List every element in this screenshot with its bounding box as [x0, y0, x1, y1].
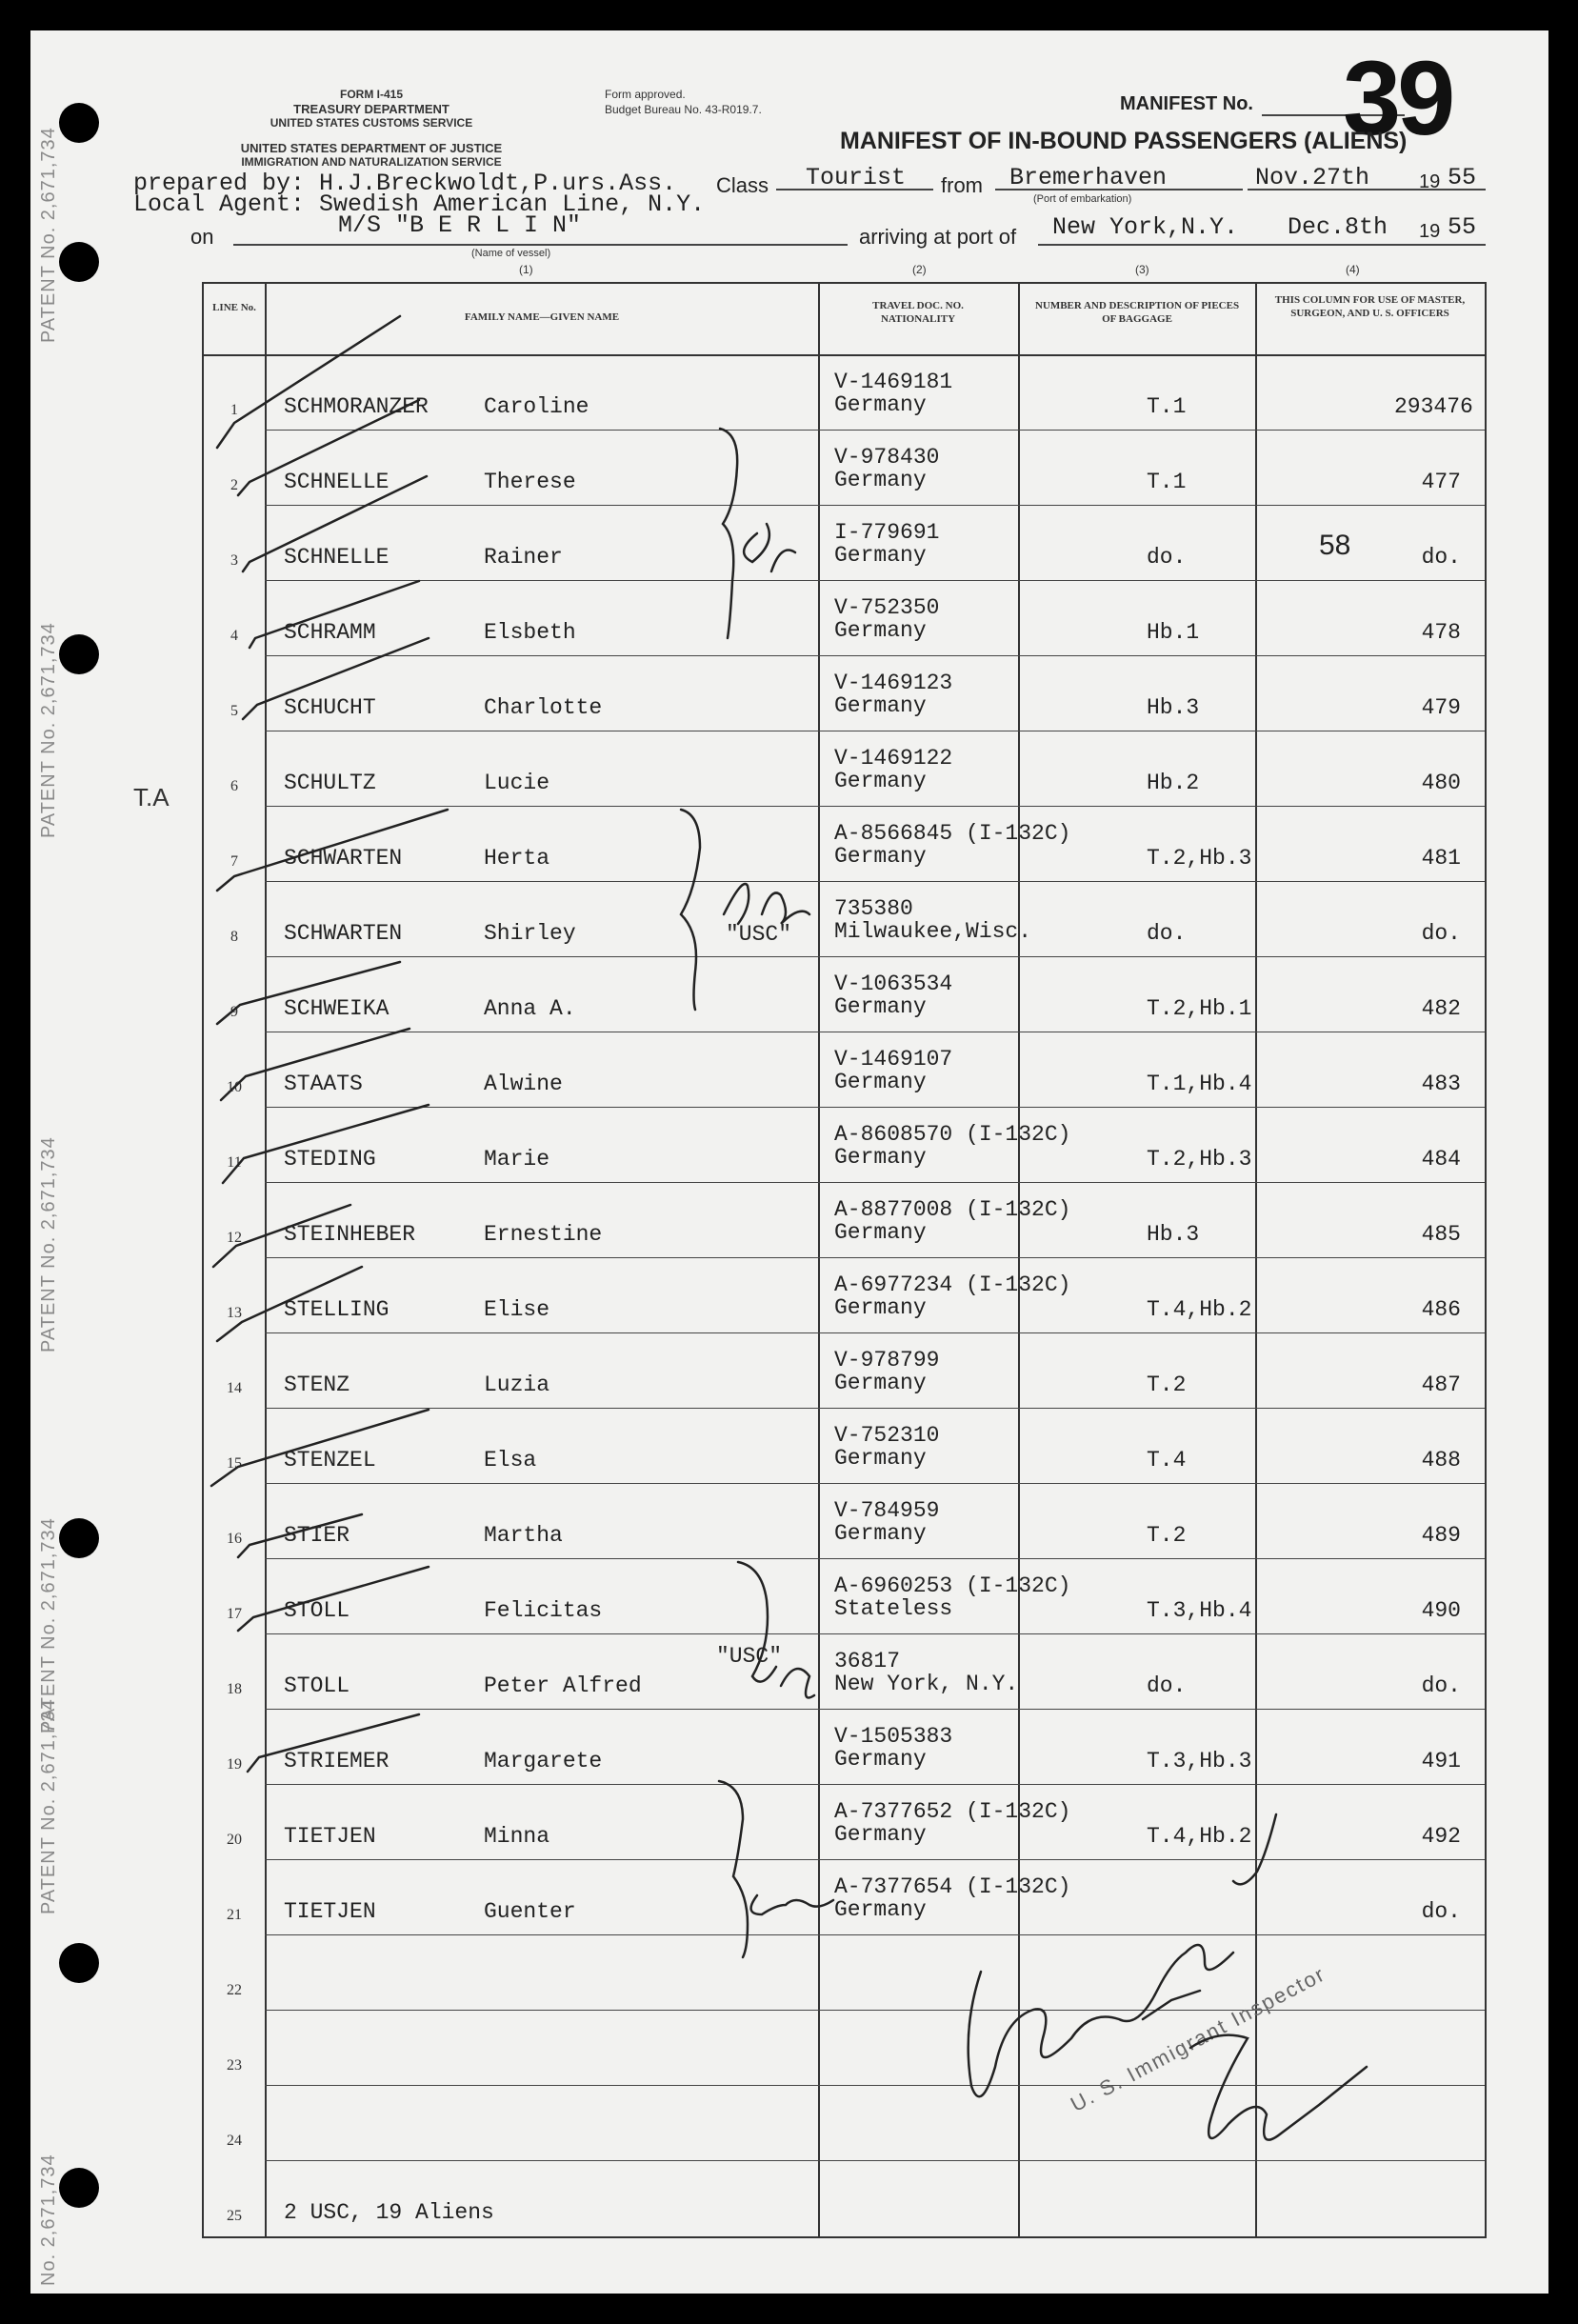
dept-customs: UNITED STATES CUSTOMS SERVICE [270, 116, 473, 130]
line-number: 22 [227, 1982, 242, 1998]
manifest-no-label: MANIFEST No. [1120, 93, 1253, 114]
baggage: Hb.1 [1147, 620, 1200, 645]
port-embark-label: (Port of embarkation) [1033, 193, 1132, 205]
vessel-label: (Name of vessel) [471, 248, 551, 259]
inspector-signature [969, 1945, 1233, 2096]
nationality: Germany [834, 392, 927, 417]
family-name: SCHULTZ [284, 771, 376, 795]
given-name: Elsbeth [484, 620, 576, 645]
form-number: FORM I-415 [339, 88, 403, 101]
baggage: T.4,Hb.2 [1147, 1297, 1252, 1322]
officer-use: do. [1421, 921, 1461, 946]
given-name: Martha [484, 1523, 563, 1548]
vessel-name: M/S "B E R L I N" [338, 211, 582, 239]
given-name: Minna [484, 1824, 550, 1849]
nationality: Stateless [834, 1596, 953, 1621]
travel-doc: V-752350 [834, 595, 940, 620]
travel-doc: V-1505383 [834, 1724, 953, 1749]
line-number: 23 [227, 2057, 242, 2074]
family-name: STEDING [284, 1147, 376, 1172]
baggage: T.2 [1147, 1523, 1187, 1548]
given-name: Guenter [484, 1899, 576, 1924]
travel-doc: A-6960253 (I-132C) [834, 1573, 1071, 1598]
baggage: T.3,Hb.4 [1147, 1598, 1252, 1623]
line-number: 18 [227, 1681, 242, 1697]
family-name: TIETJEN [284, 1899, 376, 1924]
nationality: Germany [834, 1070, 927, 1094]
family-name: SCHWARTEN [284, 846, 403, 871]
given-name: Lucie [484, 771, 550, 795]
line-number: 10 [227, 1079, 242, 1095]
dept-ins: IMMIGRATION AND NATURALIZATION SERVICE [241, 155, 502, 169]
officer-use: 481 [1421, 846, 1461, 871]
officer-use: 483 [1421, 1072, 1461, 1096]
travel-doc: A-8877008 (I-132C) [834, 1197, 1071, 1222]
travel-doc: V-784959 [834, 1498, 940, 1523]
line-number: 2 [230, 477, 238, 493]
col-header-doc: TRAVEL DOC. NO. NATIONALITY [872, 300, 964, 325]
class-label: Class [716, 173, 769, 197]
from-label: from [941, 173, 983, 197]
given-name: Alwine [484, 1072, 563, 1096]
family-name: STELLING [284, 1297, 390, 1322]
officer-use: 491 [1421, 1749, 1461, 1773]
travel-doc: A-7377652 (I-132C) [834, 1799, 1071, 1824]
officer-use: 488 [1421, 1448, 1461, 1473]
year-arrive: 55 [1448, 213, 1477, 241]
family-name: STAATS [284, 1072, 363, 1096]
nationality: Germany [834, 1371, 927, 1395]
col-header-baggage: NUMBER AND DESCRIPTION OF PIECES OF BAGGAGE [1034, 300, 1240, 325]
line-number: 19 [227, 1756, 242, 1773]
family-name: STENZ [284, 1372, 350, 1397]
patent-stamp: PATENT No. 2,671,734 [38, 1136, 59, 1352]
family-name: SCHUCHT [284, 695, 376, 720]
form-approved: Form approved. [605, 88, 686, 101]
dept-treasury: TREASURY DEPARTMENT [293, 102, 449, 116]
baggage: T.4 [1147, 1448, 1187, 1473]
baggage: T.2,Hb.3 [1147, 1147, 1252, 1172]
line-number: 14 [227, 1380, 242, 1396]
nationality: Germany [834, 1446, 927, 1471]
family-name: SCHNELLE [284, 470, 390, 494]
baggage: Hb.2 [1147, 771, 1200, 795]
given-name: Ernestine [484, 1222, 603, 1247]
line-number: 17 [227, 1606, 242, 1622]
col-header-name: FAMILY NAME—GIVEN NAME [464, 311, 620, 323]
usc-annotation: "USC" [716, 1644, 783, 1669]
baggage: do. [1147, 921, 1187, 946]
travel-doc: V-1469123 [834, 671, 953, 695]
nationality: Germany [834, 1220, 927, 1245]
baggage: T.2,Hb.1 [1147, 996, 1252, 1021]
patent-stamp: No. 2,671,734 [38, 2154, 59, 2286]
manifest-title: MANIFEST OF IN-BOUND PASSENGERS (ALIENS) [840, 128, 1408, 154]
line-number: 5 [230, 703, 238, 719]
bracket-mark [720, 429, 737, 638]
bracket-mark [738, 1562, 776, 1682]
nationality: Germany [834, 618, 927, 643]
family-name: TIETJEN [284, 1824, 376, 1849]
nationality: Germany [834, 468, 927, 492]
family-name: SCHWARTEN [284, 921, 403, 946]
officer-use: 485 [1421, 1222, 1461, 1247]
given-name: Herta [484, 846, 550, 871]
family-name: STOLL [284, 1673, 350, 1698]
line-number: 8 [230, 929, 238, 945]
class-value: Tourist [806, 164, 907, 191]
officer-use: do. [1421, 1899, 1461, 1924]
from-port: Bremerhaven [1009, 164, 1168, 191]
officer-use: 480 [1421, 771, 1461, 795]
given-name: Caroline [484, 394, 589, 419]
travel-doc: V-978430 [834, 445, 940, 470]
patent-stamp: PATENT No. 2,671,734 [38, 1517, 59, 1733]
family-name: STEINHEBER [284, 1222, 416, 1247]
year-prefix-from: 19 [1419, 171, 1441, 192]
line-number: 16 [227, 1531, 242, 1547]
given-name: Rainer [484, 545, 563, 570]
line-number: 20 [227, 1832, 242, 1848]
baggage: Hb.3 [1147, 1222, 1200, 1247]
baggage: do. [1147, 1673, 1187, 1698]
officer-use: 490 [1421, 1598, 1461, 1623]
nationality: Germany [834, 1897, 927, 1922]
line-number: 9 [230, 1004, 238, 1020]
nationality: Germany [834, 543, 927, 568]
line-number: 6 [230, 778, 238, 794]
baggage: T.1,Hb.4 [1147, 1072, 1252, 1096]
officer-use: 479 [1421, 695, 1461, 720]
officer-use: 478 [1421, 620, 1461, 645]
patent-stamp: PATENT No. 2,671,734 [38, 1698, 59, 1914]
baggage: T.2 [1147, 1372, 1187, 1397]
family-name: SCHNELLE [284, 545, 390, 570]
officer-use: 492 [1421, 1824, 1461, 1849]
travel-doc: V-1469181 [834, 370, 953, 394]
family-name: 2 USC, 19 Aliens [284, 2200, 494, 2225]
travel-doc: A-6977234 (I-132C) [834, 1272, 1071, 1297]
travel-doc: 36817 [834, 1649, 901, 1673]
family-name: SCHRAMM [284, 620, 376, 645]
baggage: do. [1147, 545, 1187, 570]
check-mark [217, 316, 400, 448]
family-name: SCHMORANZER [284, 394, 429, 419]
travel-doc: V-1063534 [834, 972, 953, 996]
col-header-officers: THIS COLUMN FOR USE OF MASTER, SURGEON, AND U. S. OFFICERS [1274, 294, 1466, 319]
travel-doc: A-7377654 (I-132C) [834, 1874, 1071, 1899]
nationality: Milwaukee,Wisc. [834, 919, 1032, 944]
line-number: 7 [230, 853, 238, 870]
line-number: 15 [227, 1455, 242, 1472]
line-number: 4 [230, 628, 238, 644]
nationality: Germany [834, 693, 927, 718]
handwritten-58: 58 [1319, 530, 1351, 561]
arrival-port: New York,N.Y. [1052, 213, 1239, 241]
patent-stamp: PATENT No. 2,671,734 [38, 622, 59, 838]
given-name: Shirley [484, 921, 576, 946]
line-number: 11 [227, 1154, 242, 1171]
given-name: Anna A. [484, 996, 576, 1021]
bracket-mark [719, 1781, 748, 1957]
line-number: 13 [227, 1305, 242, 1321]
side-mark: T.A [133, 783, 170, 811]
travel-doc: A-8608570 (I-132C) [834, 1122, 1071, 1147]
nationality: Germany [834, 994, 927, 1019]
baggage: T.3,Hb.3 [1147, 1749, 1252, 1773]
line-number: 1 [230, 402, 238, 418]
baggage: T.2,Hb.3 [1147, 846, 1252, 871]
given-name: Therese [484, 470, 576, 494]
officer-use: do. [1421, 545, 1461, 570]
family-name: STRIEMER [284, 1749, 390, 1773]
budget-bureau: Budget Bureau No. 43-R019.7. [605, 103, 762, 116]
travel-doc: A-8566845 (I-132C) [834, 821, 1071, 846]
officer-use: 484 [1421, 1147, 1461, 1172]
col-num-2: (2) [912, 263, 927, 276]
given-name: Luzia [484, 1372, 550, 1397]
line-number: 3 [230, 552, 238, 569]
given-name: Peter Alfred [484, 1673, 642, 1698]
given-name: Elsa [484, 1448, 537, 1473]
nationality: Germany [834, 1521, 927, 1546]
family-name: SCHWEIKA [284, 996, 390, 1021]
nationality: Germany [834, 769, 927, 793]
line-number: 21 [227, 1907, 242, 1923]
given-name: Marie [484, 1147, 550, 1172]
arriving-label: arriving at port of [859, 225, 1017, 249]
line-number: 24 [227, 2133, 242, 2149]
officer-use: 487 [1421, 1372, 1461, 1397]
baggage: T.4,Hb.2 [1147, 1824, 1252, 1849]
prepared-by: prepared by: H.J.Breckwoldt,P.urs.Ass. [133, 170, 677, 197]
col-num-4: (4) [1346, 263, 1360, 276]
bracket-mark [681, 810, 700, 1010]
officer-use: 486 [1421, 1297, 1461, 1322]
on-label: on [190, 225, 214, 249]
dept-justice: UNITED STATES DEPARTMENT OF JUSTICE [240, 141, 503, 155]
year-prefix-arrive: 19 [1419, 221, 1441, 242]
nationality: Germany [834, 1747, 927, 1772]
date-from: Nov.27th [1255, 164, 1370, 191]
col-num-3: (3) [1135, 263, 1149, 276]
nationality: Germany [834, 1295, 927, 1320]
travel-doc: I-779691 [834, 520, 940, 545]
travel-doc: V-1469122 [834, 746, 953, 771]
nationality: Germany [834, 844, 927, 869]
line-number: 25 [227, 2208, 242, 2224]
col-header-line: LINE No. [212, 302, 256, 313]
year-from: 55 [1448, 164, 1477, 191]
given-name: Margarete [484, 1749, 603, 1773]
officer-use: 489 [1421, 1523, 1461, 1548]
nationality: Germany [834, 1822, 927, 1847]
nationality: Germany [834, 1145, 927, 1170]
inspector-stamp: U. S. Immigrant Inspector [1067, 1961, 1330, 2117]
officer-use: do. [1421, 1673, 1461, 1698]
given-name: Charlotte [484, 695, 603, 720]
officer-use: 293476 [1394, 394, 1473, 419]
patent-stamp: PATENT No. 2,671,734 [38, 127, 59, 343]
baggage: Hb.3 [1147, 695, 1200, 720]
line-number: 12 [227, 1230, 242, 1246]
family-name: STIER [284, 1523, 350, 1548]
travel-doc: V-1469107 [834, 1047, 953, 1072]
local-agent: Local Agent: Swedish American Line, N.Y. [133, 190, 706, 218]
manifest-number: 39 [1343, 40, 1452, 157]
travel-doc: 735380 [834, 896, 913, 921]
nationality: New York, N.Y. [834, 1672, 1019, 1696]
baggage: T.1 [1147, 394, 1187, 419]
usc-annotation: "USC" [726, 922, 792, 947]
travel-doc: V-978799 [834, 1348, 940, 1372]
given-name: Elise [484, 1297, 550, 1322]
check-mark [238, 400, 419, 495]
officer-use: 477 [1421, 470, 1461, 494]
family-name: STOLL [284, 1598, 350, 1623]
baggage: T.1 [1147, 470, 1187, 494]
officer-use: 482 [1421, 996, 1461, 1021]
date-arrive: Dec.8th [1288, 213, 1388, 241]
given-name: Felicitas [484, 1598, 603, 1623]
travel-doc: V-752310 [834, 1423, 940, 1448]
col-num-1: (1) [519, 263, 533, 276]
family-name: STENZEL [284, 1448, 376, 1473]
